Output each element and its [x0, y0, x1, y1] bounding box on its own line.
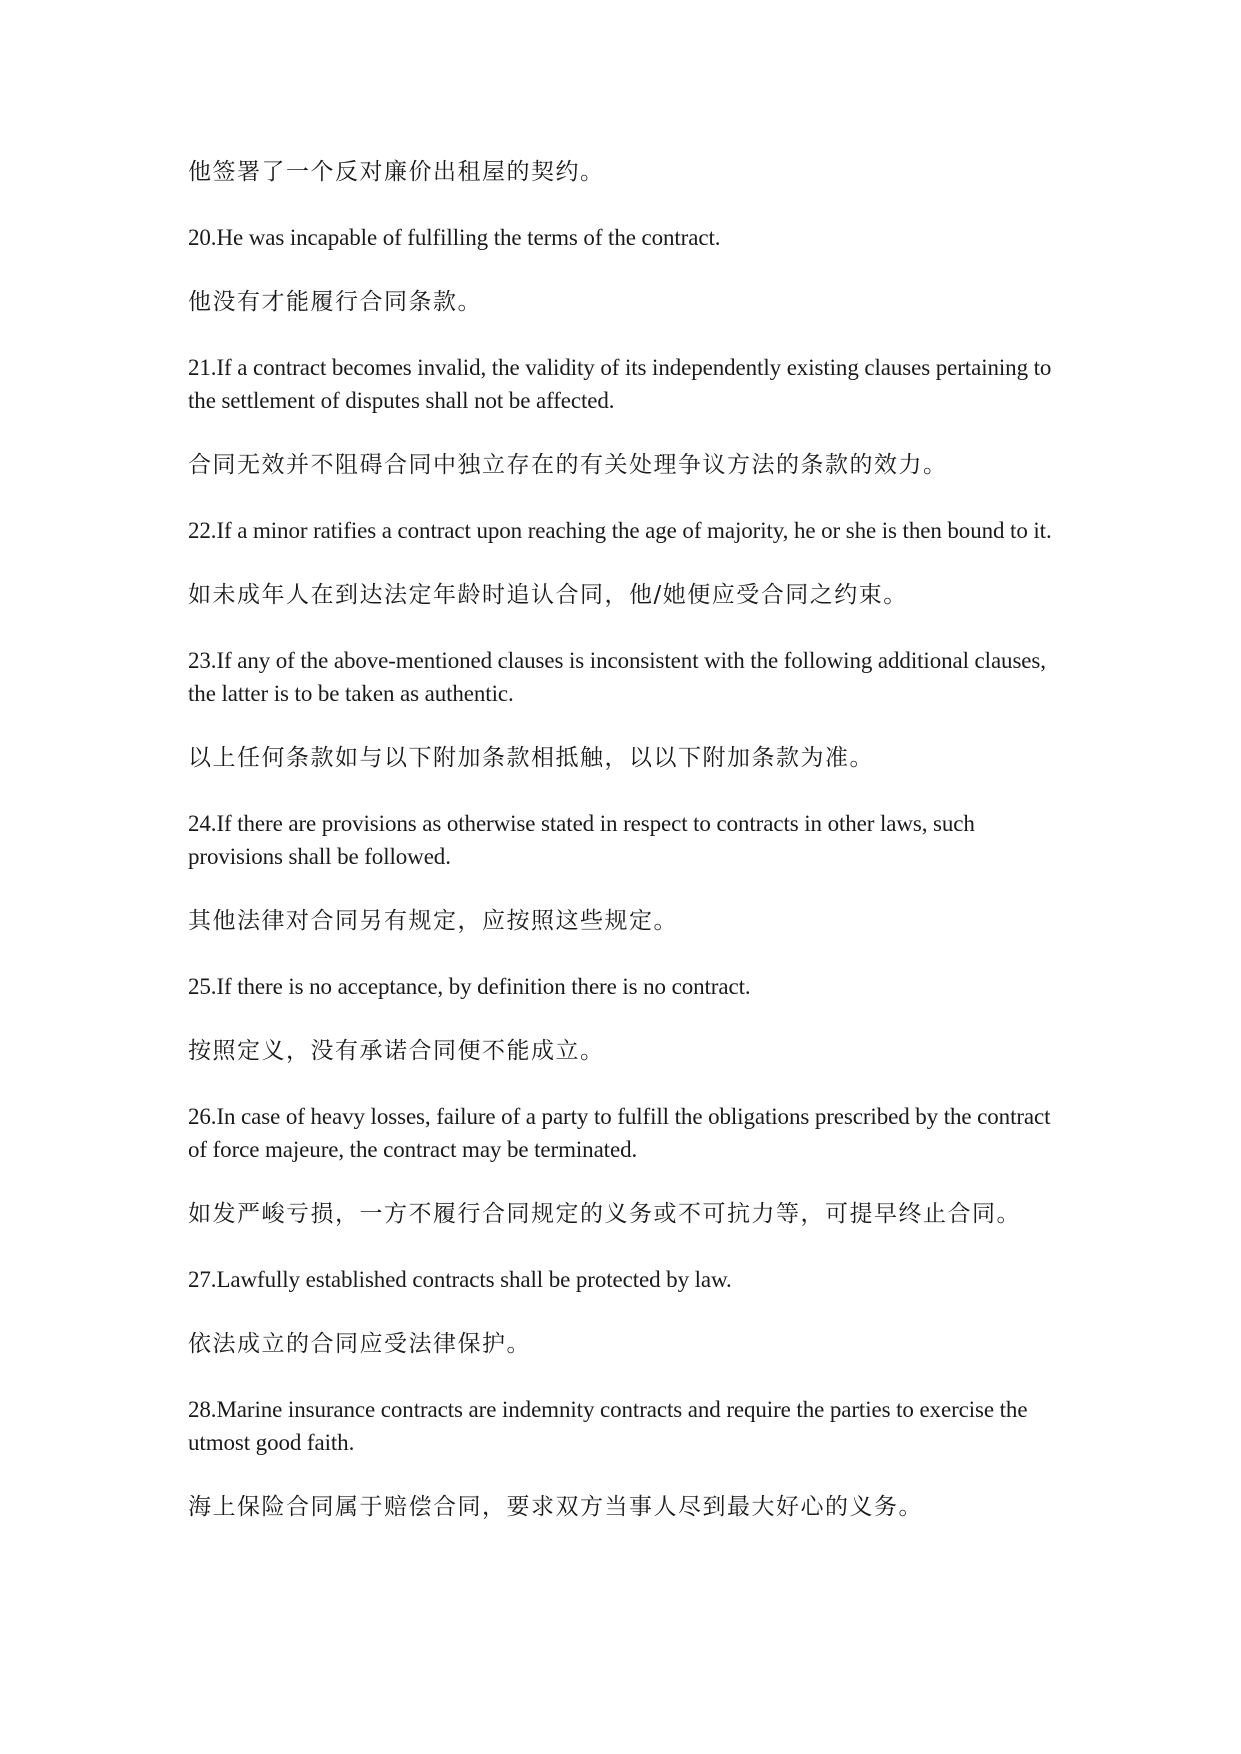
sentence-paragraph: 28.Marine insurance contracts are indemnity contracts and require the parties to exercise the utmost good faith.: [188, 1397, 1028, 1455]
sentence-paragraph: 27.Lawfully established contracts shall be protected by law.: [188, 1267, 732, 1292]
sentence-paragraph: 26.In case of heavy losses, failure of a party to fulfill the obligations prescribed by the contract of force majeure, the contract may be terminated.: [188, 1104, 1051, 1162]
sentence-paragraph: 21.If a contract becomes invalid, the validity of its independently existing clauses pertaining to the settlement of disputes shall not be affected.: [188, 355, 1052, 413]
translation-paragraph: 如发严峻亏损，一方不履行合同规定的义务或不可抗力等，可提早终止合同。: [188, 1201, 1021, 1227]
translation-paragraph: 他没有才能履行合同条款。: [188, 289, 482, 315]
sentence-paragraph: 25.If there is no acceptance, by definition there is no contract.: [188, 974, 751, 999]
translation-paragraph: 按照定义，没有承诺合同便不能成立。: [188, 1038, 605, 1064]
translation-paragraph: 依法成立的合同应受法律保护。: [188, 1331, 531, 1357]
document-body: [188, 156, 1068, 1524]
sentence-paragraph: 22.If a minor ratifies a contract upon reaching the age of majority, he or she is then bound to it.: [188, 518, 1052, 543]
translation-paragraph: 如未成年人在到达法定年龄时追认合同，他/她便应受合同之约束。: [188, 582, 908, 608]
translation-paragraph: 他签署了一个反对廉价出租屋的契约。: [188, 159, 605, 185]
translation-paragraph: 海上保险合同属于赔偿合同，要求双方当事人尽到最大好心的义务。: [188, 1494, 923, 1520]
translation-paragraph: 以上任何条款如与以下附加条款相抵触，以以下附加条款为准。: [188, 745, 874, 771]
translation-paragraph: 其他法律对合同另有规定，应按照这些规定。: [188, 908, 678, 934]
sentence-paragraph: 24.If there are provisions as otherwise stated in respect to contracts in other laws, such provisions shall be followed.: [188, 811, 975, 869]
translation-paragraph: 合同无效并不阻碍合同中独立存在的有关处理争议方法的条款的效力。: [188, 452, 948, 478]
sentence-paragraph: 20.He was incapable of fulfilling the terms of the contract.: [188, 225, 721, 250]
sentence-paragraph: 23.If any of the above-mentioned clauses is inconsistent with the following additional clauses, the latter is to be taken as authentic.: [188, 648, 1046, 706]
